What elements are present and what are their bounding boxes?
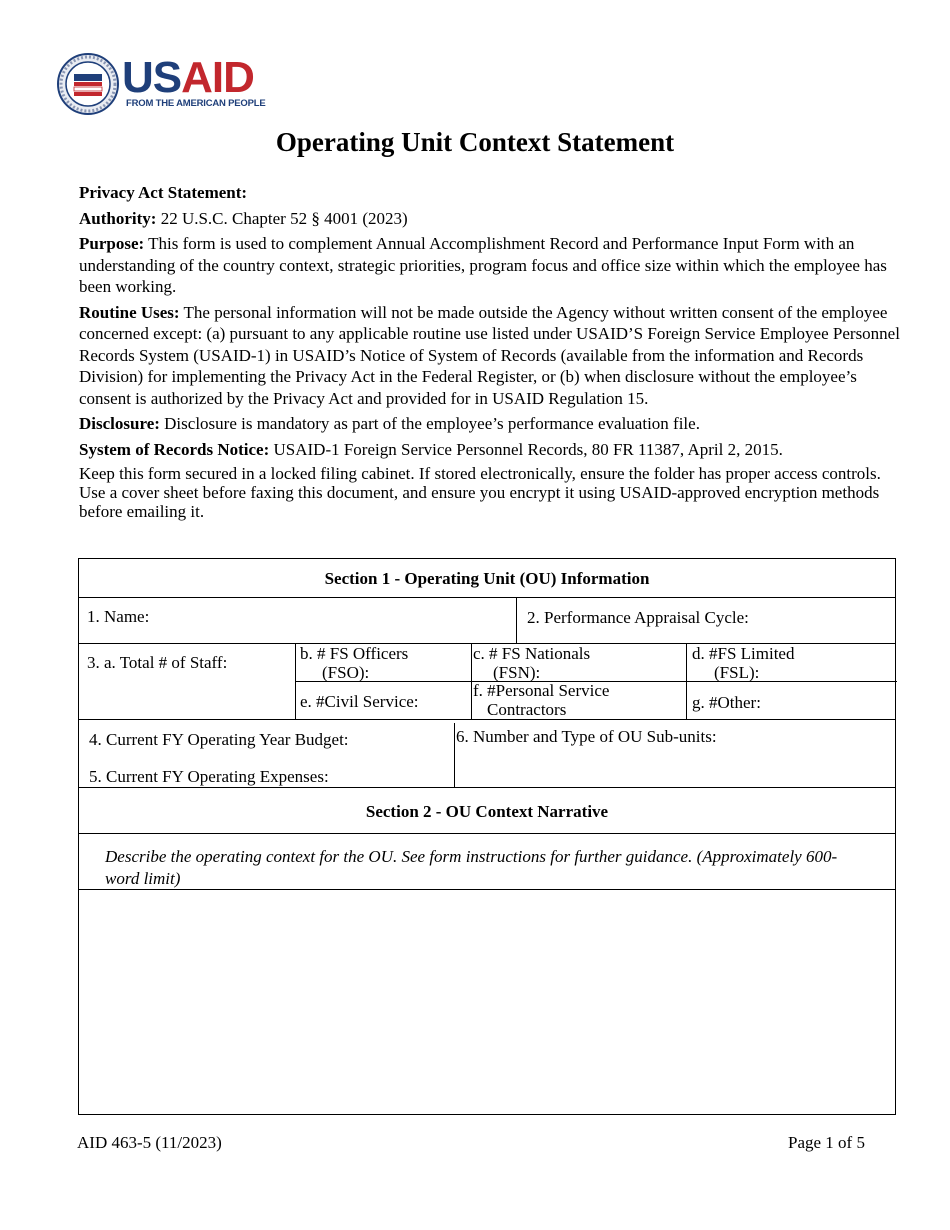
section1-heading: Section 1 - Operating Unit (OU) Information — [324, 569, 650, 588]
section2-heading: Section 2 - OU Context Narrative — [365, 802, 609, 821]
appraisal-cycle-field[interactable]: 2. Performance Appraisal Cycle: — [527, 608, 749, 627]
form-id: AID 463-5 (11/2023) — [77, 1133, 222, 1152]
logo-tagline: FROM THE AMERICAN PEOPLE — [126, 98, 266, 109]
operating-expenses-field[interactable]: 5. Current FY Operating Expenses: — [89, 767, 329, 786]
privacy-heading: Privacy Act Statement: — [79, 183, 248, 202]
personal-service-contractors-field[interactable]: f. #Personal Service Contractors — [473, 681, 610, 719]
narrative-instructions: Describe the operating context for the OU. See form instructions for further guidance. (Approximately 600- word limit) — [105, 847, 838, 888]
page-title: Operating Unit Context Statement — [275, 127, 675, 157]
privacy-act-statement — [79, 182, 911, 525]
sorn-paragraph: System of Records Notice: USAID-1 Foreign Service Personnel Records, 80 FR 11387, April 2, 2015. — [79, 439, 783, 459]
page-number: Page 1 of 5 — [788, 1133, 865, 1152]
authority-paragraph: Authority: 22 U.S.C. Chapter 52 § 4001 (2023) — [79, 208, 408, 228]
disclosure-paragraph: Disclosure: Disclosure is mandatory as part of the employee’s performance evaluation file. — [79, 414, 700, 433]
usaid-seal-icon — [56, 52, 120, 116]
name-field[interactable]: 1. Name: — [87, 607, 150, 626]
routine-uses-paragraph: Routine Uses: The personal information will not be made outside the Agency without written consent of the employee concerned except: (a) pursuant to any applicable routine use listed under USAID’S Foreign Service Employee Personnel Records System (USAID-1) in USAID’s Notice of System of Records (available from the information and Records Division) for implementing the Privacy Act in the Federal Register, or (b) when disclosure without the employee’s consent is authorized by the Privacy Act and provided for in USAID Regulation 15. — [79, 302, 900, 408]
usaid-wordmark: USAID — [122, 53, 254, 102]
usaid-logo — [56, 52, 286, 118]
fs-nationals-field[interactable]: c. # FS Nationals (FSN): — [473, 644, 591, 682]
operating-budget-field[interactable]: 4. Current FY Operating Year Budget: — [89, 730, 349, 749]
narrative-text-area[interactable] — [81, 893, 893, 1113]
fs-officers-field[interactable]: b. # FS Officers (FSO): — [300, 644, 409, 682]
fs-limited-field[interactable]: d. #FS Limited (FSL): — [692, 644, 795, 682]
security-paragraph: Keep this form secured in a locked filing cabinet. If stored electronically, ensure the folder has proper access controls. Use a cover sheet before faxing this document, and ensure you encrypt it using USAID-approved encryption methods before emailing it. — [79, 464, 881, 521]
sub-units-field[interactable]: 6. Number and Type of OU Sub-units: — [456, 727, 717, 746]
other-staff-field[interactable]: g. #Other: — [692, 693, 761, 712]
ou-information-form — [78, 558, 896, 1115]
purpose-paragraph: Purpose: This form is used to complement Annual Accomplishment Record and Performance Input Form with an understanding of the country context, strategic priorities, program focus and office size within which the employee has been working. — [79, 234, 887, 296]
total-staff-field[interactable]: 3. a. Total # of Staff: — [87, 653, 228, 672]
civil-service-field[interactable]: e. #Civil Service: — [300, 692, 419, 711]
